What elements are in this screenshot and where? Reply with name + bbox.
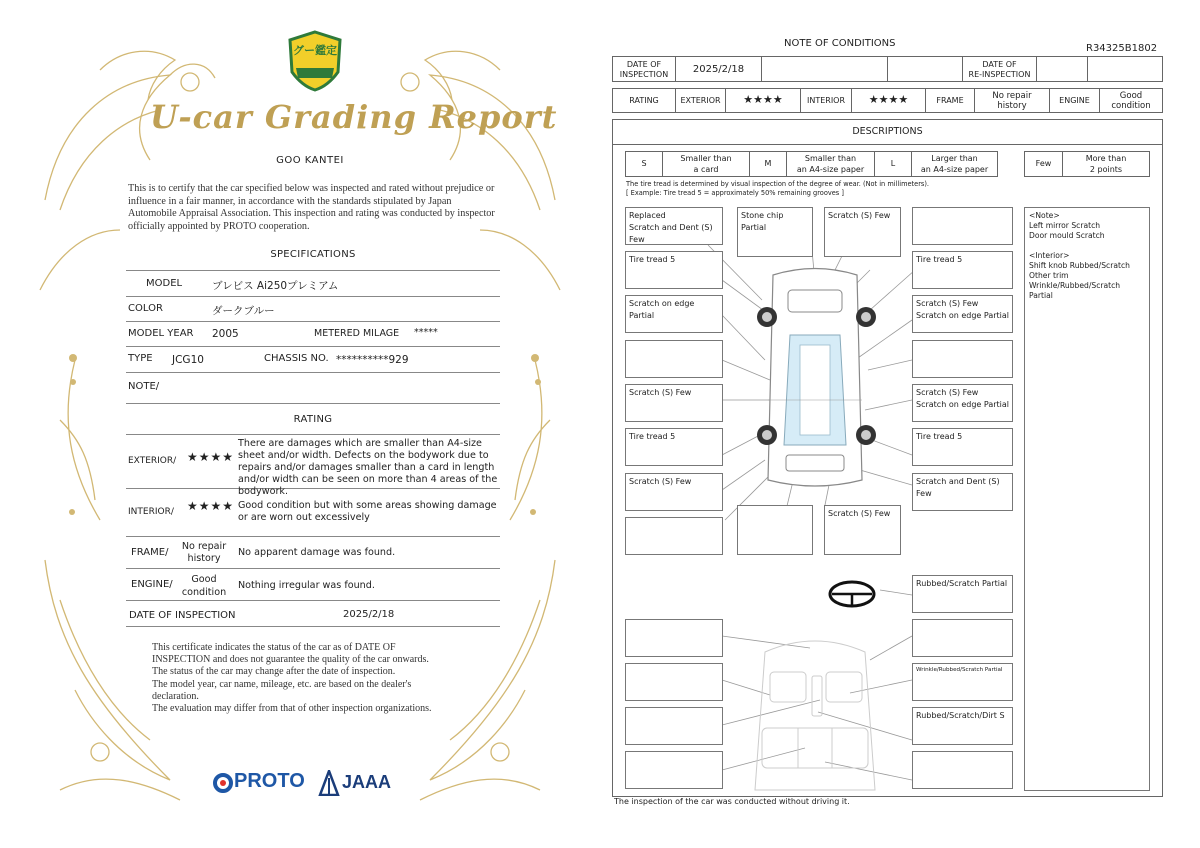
damage-box-interior-8 [912, 751, 1013, 789]
disclaimer-line: The evaluation may differ from that of other inspection organizations. [152, 703, 432, 715]
frame-value-2: history [187, 553, 221, 564]
legend-text: 2 points [1089, 165, 1123, 174]
frame-description: No apparent damage was found. [238, 547, 396, 558]
exterior-label: EXTERIOR/ [128, 456, 177, 466]
cell-value: Good [1119, 91, 1143, 101]
chassis-label: CHASSIS NO. [264, 353, 329, 364]
legend-text: a card [693, 165, 719, 174]
cell-value: history [997, 101, 1027, 111]
damage-box-front-bumper [824, 207, 901, 257]
cell-label: INTERIOR [806, 96, 846, 105]
cell-label: RE-INSPECTION [968, 70, 1031, 79]
damage-text: Replaced Scratch and Dent (S) Few [629, 211, 713, 244]
exterior-stars: ★★★★ [187, 450, 235, 464]
disclaimer-line: The model year, car name, mileage, etc. are based on the dealer's [152, 678, 412, 690]
cell-label: EXTERIOR [680, 96, 721, 105]
jaaa-logo-text: JAAA [342, 772, 392, 792]
rating-heading: RATING [293, 414, 333, 425]
jaaa-logo [318, 770, 408, 796]
damage-text: Tire tread 5 [916, 432, 963, 441]
goo-kantei-badge [288, 30, 342, 92]
divider [126, 434, 500, 435]
color-label: COLOR [128, 303, 163, 314]
metered-mileage-label: METERED MILAGE [314, 328, 400, 339]
legend-code: Few [1035, 159, 1052, 168]
cell-label: DATE OF [982, 60, 1017, 69]
damage-text: Tire tread 5 [916, 255, 963, 264]
disclaimer-line: declaration. [152, 690, 199, 702]
damage-box-right-fender [912, 295, 1013, 333]
jaaa-mark-icon [318, 770, 340, 796]
damage-text: Tire tread 5 [629, 432, 676, 441]
damage-box-tire-rl [625, 428, 723, 466]
damage-box-interior-6 [912, 707, 1013, 745]
divider [126, 296, 500, 297]
damage-box-steering [912, 575, 1013, 613]
exterior-stars: ★★★★ [743, 93, 783, 106]
engine-value-1: Good [191, 574, 217, 585]
divider [126, 372, 500, 373]
proto-logo-text: PROTO [234, 770, 305, 792]
frame-value-1: No repair [181, 541, 227, 552]
damage-text: Scratch (S) Few Scratch on edge Partial [916, 299, 1010, 320]
model-value: ブレビス Ai250プレミアム [212, 280, 339, 292]
damage-box-front-glass [737, 207, 813, 257]
frame-label: FRAME/ [131, 547, 169, 558]
interior-description: Good condition but with some areas showing damage or are worn out excessively [238, 500, 497, 523]
date-of-inspection-value: 2025/2/18 [343, 609, 395, 620]
divider [126, 600, 500, 601]
damage-box-right-rear-door [912, 384, 1013, 422]
proto-logo [212, 770, 312, 796]
badge-shield-icon [288, 30, 342, 92]
note-label: NOTE/ [128, 381, 160, 392]
divider [126, 536, 500, 537]
damage-box-left-fender [625, 295, 723, 333]
engine-value-2: condition [181, 587, 227, 598]
certificate-disclaimer [152, 642, 492, 715]
steering-wheel-icon [830, 582, 874, 606]
damage-box-front-right [912, 207, 1013, 245]
interior-stars: ★★★★ [187, 499, 235, 513]
legend-text: More than [1085, 154, 1127, 163]
inspection-date-value: 2025/2/18 [692, 64, 745, 75]
model-year-label: MODEL YEAR [128, 328, 194, 339]
cell-label: DATE OF [626, 60, 662, 69]
cell-label: ENGINE [1059, 96, 1090, 105]
damage-box-rear-left [625, 517, 723, 555]
type-label: TYPE [128, 353, 153, 364]
cell-value: condition [1111, 101, 1151, 111]
damage-box-interior-7 [625, 751, 723, 789]
damage-box-left-rear-door [625, 384, 723, 422]
legend-text: Smaller than [680, 154, 732, 163]
exterior-description: There are damages which are smaller than A4-size sheet and/or width. Defects on the bodywork due to repairs and/or damages smaller than a card in length and/or width can be seen on more than 4 areas of the bodywork. [238, 438, 498, 497]
damage-text: Scratch (S) Few [629, 477, 692, 486]
damage-box-left-quarter [625, 473, 723, 511]
badge-text: グー鑑定 [293, 44, 337, 57]
interior-stars: ★★★★ [868, 93, 909, 106]
damage-text: Wrinkle/Rubbed/Scratch Partial [916, 667, 1003, 673]
certificate-intro: This is to certify that the car specified below was inspected and rated without prejudice or influence in a fair manner, in accordance with the standards stipulated by Japan Automobile Appraisal Association. This inspection and rating was conducted by inspector officially appointed by PROTO cooperation. [128, 183, 495, 232]
damage-text: Rubbed/Scratch/Dirt S [916, 711, 1005, 720]
car-interior-view-icon [755, 641, 875, 790]
metered-mileage-value: ***** [414, 327, 438, 338]
legend-code: L [890, 159, 896, 168]
color-value: ダークブルー [212, 305, 275, 317]
disclaimer-line: This certificate indicates the status of the car as of DATE OF [152, 642, 396, 653]
damage-box-rear-glass [737, 505, 813, 555]
cell-label: FRAME [936, 96, 964, 105]
damage-box-interior-5 [625, 707, 723, 745]
legend-code: M [764, 159, 772, 168]
tire-note-line-1: The tire tread is determined by visual inspection of the degree of wear. (Not in millimeters). [626, 180, 930, 188]
legend-code: S [641, 159, 647, 168]
cell-value: No repair [992, 91, 1032, 101]
sheet-footer: The inspection of the car was conducted without driving it. [614, 797, 850, 806]
disclaimer-line: INSPECTION and does not guarantee the quality of the car onwards. [152, 654, 429, 666]
damage-box-left-front-door [625, 340, 723, 378]
damage-text: Scratch (S) Few Scratch on edge Partial [916, 388, 1010, 409]
damage-text: Scratch on edge Partial [629, 299, 695, 320]
disclaimer-line: The status of the car may change after the date of inspection. [152, 666, 396, 678]
engine-label: ENGINE/ [131, 579, 173, 590]
divider [126, 321, 500, 322]
car-top-view-icon [768, 269, 862, 487]
damage-text: Stone chip Partial [741, 211, 784, 232]
damage-box-right-front-door [912, 340, 1013, 378]
sheet-title: NOTE OF CONDITIONS [784, 38, 896, 49]
damage-box-tire-fr [912, 251, 1013, 289]
certificate-title: U-car Grading Report [150, 98, 558, 136]
damage-text: Scratch (S) Few [629, 388, 692, 397]
legend-text: Larger than [931, 154, 978, 163]
tire-note-line-2: [ Example: Tire tread 5 = approximately 50% remaining grooves ] [626, 189, 844, 197]
damage-box-tire-fl [625, 251, 723, 289]
type-value: JCG10 [172, 354, 204, 366]
divider [126, 626, 500, 627]
legend-text: an A4-size paper [920, 165, 989, 174]
date-of-inspection-label: DATE OF INSPECTION [129, 610, 236, 621]
proto-mark-icon [212, 772, 234, 794]
descriptions-title: DESCRIPTIONS [852, 126, 923, 137]
damage-box-tire-rr [912, 428, 1013, 466]
model-label: MODEL [146, 278, 183, 289]
divider [126, 270, 500, 271]
divider [126, 568, 500, 569]
legend-text: an A4-size paper [796, 165, 865, 174]
legend-text: Smaller than [804, 154, 857, 163]
certificate-subtitle: GOO KANTEI [276, 155, 344, 166]
notes-panel: <Note> Left mirror Scratch Door mould Scratch <Interior> Shift knob Rubbed/Scratch Other trim Wrinkle/Rubbed/Scratch Partial [1024, 207, 1150, 791]
divider [126, 346, 500, 347]
cell-label: INSPECTION [619, 70, 669, 79]
damage-box-interior-1 [625, 619, 723, 657]
engine-description: Nothing irregular was found. [238, 580, 375, 591]
chassis-value: **********929 [336, 354, 409, 366]
condition-sheet [600, 0, 1200, 848]
cell-label: RATING [629, 96, 659, 105]
reference-number: R34325B1802 [1086, 43, 1158, 54]
damage-text: Tire tread 5 [629, 255, 676, 264]
damage-box-front-left [625, 207, 723, 245]
damage-box-right-quarter [912, 473, 1013, 511]
specifications-heading: SPECIFICATIONS [270, 249, 356, 260]
interior-label: INTERIOR/ [128, 507, 174, 517]
damage-box-interior-2 [912, 619, 1013, 657]
damage-text: Scratch (S) Few [828, 509, 891, 518]
model-year-value: 2005 [212, 328, 239, 340]
damage-box-interior-3 [625, 663, 723, 701]
damage-text: Scratch (S) Few [828, 211, 891, 220]
divider [126, 403, 500, 404]
damage-text: Scratch and Dent (S) Few [916, 477, 1000, 498]
damage-text: Rubbed/Scratch Partial [916, 579, 1008, 588]
damage-box-interior-4 [912, 663, 1013, 701]
damage-box-rear-bumper [824, 505, 901, 555]
